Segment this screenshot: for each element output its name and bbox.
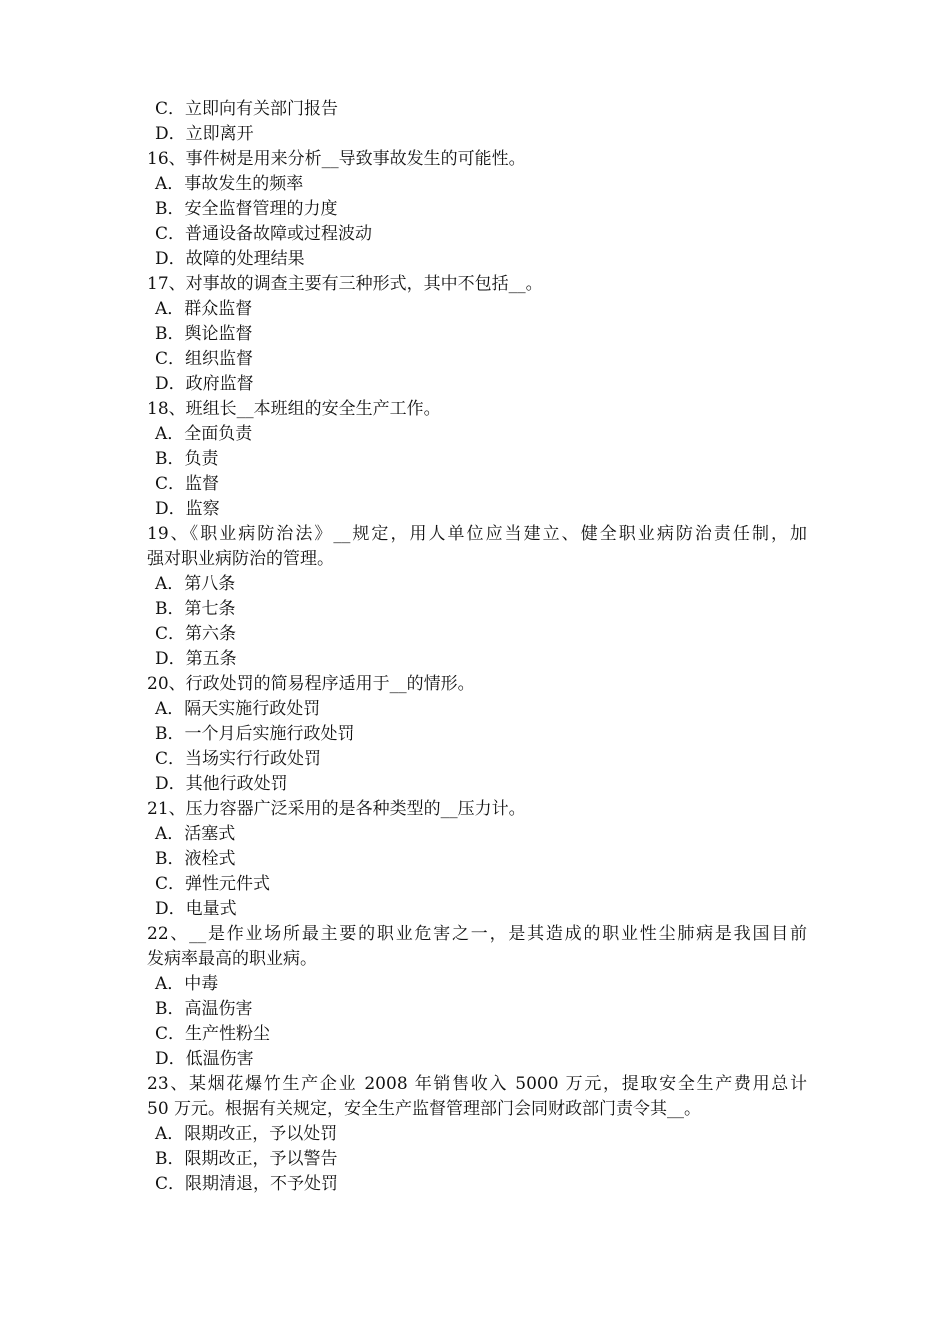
question-stem-line: 22、__是作业场所最主要的职业危害之一，是其造成的职业性尘肺病是我国目前 [147,924,807,944]
answer-option: A．中毒 [155,974,219,994]
question-stem-line: 19、《职业病防治法》__规定，用人单位应当建立、健全职业病防治责任制，加 [147,524,807,544]
answer-option: C．立即向有关部门报告 [155,99,339,119]
answer-option: D．其他行政处罚 [155,774,288,794]
question-stem [147,922,807,972]
answer-option: D．立即离开 [155,124,254,144]
answer-option: B．高温伤害 [155,999,253,1019]
question-stem: 18、班组长__本班组的安全生产工作。 [147,399,441,419]
question-stem-line: 23、某烟花爆竹生产企业 2008 年销售收入 5000 万元，提取安全生产费用总计 [147,1074,807,1094]
answer-option: C．限期清退，不予处罚 [155,1174,339,1194]
answer-option: C．组织监督 [155,349,254,369]
answer-option: D．监察 [155,499,220,519]
answer-option: B．负责 [155,449,219,469]
answer-option: D．故障的处理结果 [155,249,305,269]
answer-option: D．低温伤害 [155,1049,254,1069]
answer-option: A．限期改正，予以处罚 [155,1124,338,1144]
answer-option: B．限期改正，予以警告 [155,1149,338,1169]
answer-option: A．群众监督 [155,299,253,319]
answer-option: B．液栓式 [155,849,236,869]
answer-option: A．全面负责 [155,424,253,444]
exam-questions-text [147,97,807,1197]
answer-option: D．政府监督 [155,374,254,394]
answer-option: A．事故发生的频率 [155,174,304,194]
answer-option: C．普通设备故障或过程波动 [155,224,373,244]
answer-option: A．隔天实施行政处罚 [155,699,321,719]
answer-option: B．安全监督管理的力度 [155,199,338,219]
answer-option: A．活塞式 [155,824,236,844]
question-stem-line: 发病率最高的职业病。 [147,949,317,969]
answer-option: D．电量式 [155,899,237,919]
question-stem: 20、行政处罚的简易程序适用于__的情形。 [147,674,475,694]
question-stem [147,522,807,572]
answer-option: B．一个月后实施行政处罚 [155,724,355,744]
answer-option: C．弹性元件式 [155,874,271,894]
answer-option: B．舆论监督 [155,324,253,344]
question-stem-line: 50 万元。根据有关规定，安全生产监督管理部门会同财政部门责令其__。 [147,1099,702,1119]
answer-option: C．当场实行行政处罚 [155,749,322,769]
question-stem [147,1072,807,1122]
answer-option: C．生产性粉尘 [155,1024,271,1044]
question-stem: 21、压力容器广泛采用的是各种类型的__压力计。 [147,799,526,819]
answer-option: D．第五条 [155,649,237,669]
answer-option: A．第八条 [155,574,236,594]
answer-option: C．监督 [155,474,220,494]
answer-option: B．第七条 [155,599,236,619]
question-stem: 17、对事故的调查主要有三种形式，其中不包括__。 [147,274,543,294]
question-stem-line: 强对职业病防治的管理。 [147,549,334,569]
answer-option: C．第六条 [155,624,237,644]
question-stem: 16、事件树是用来分析__导致事故发生的可能性。 [147,149,526,169]
